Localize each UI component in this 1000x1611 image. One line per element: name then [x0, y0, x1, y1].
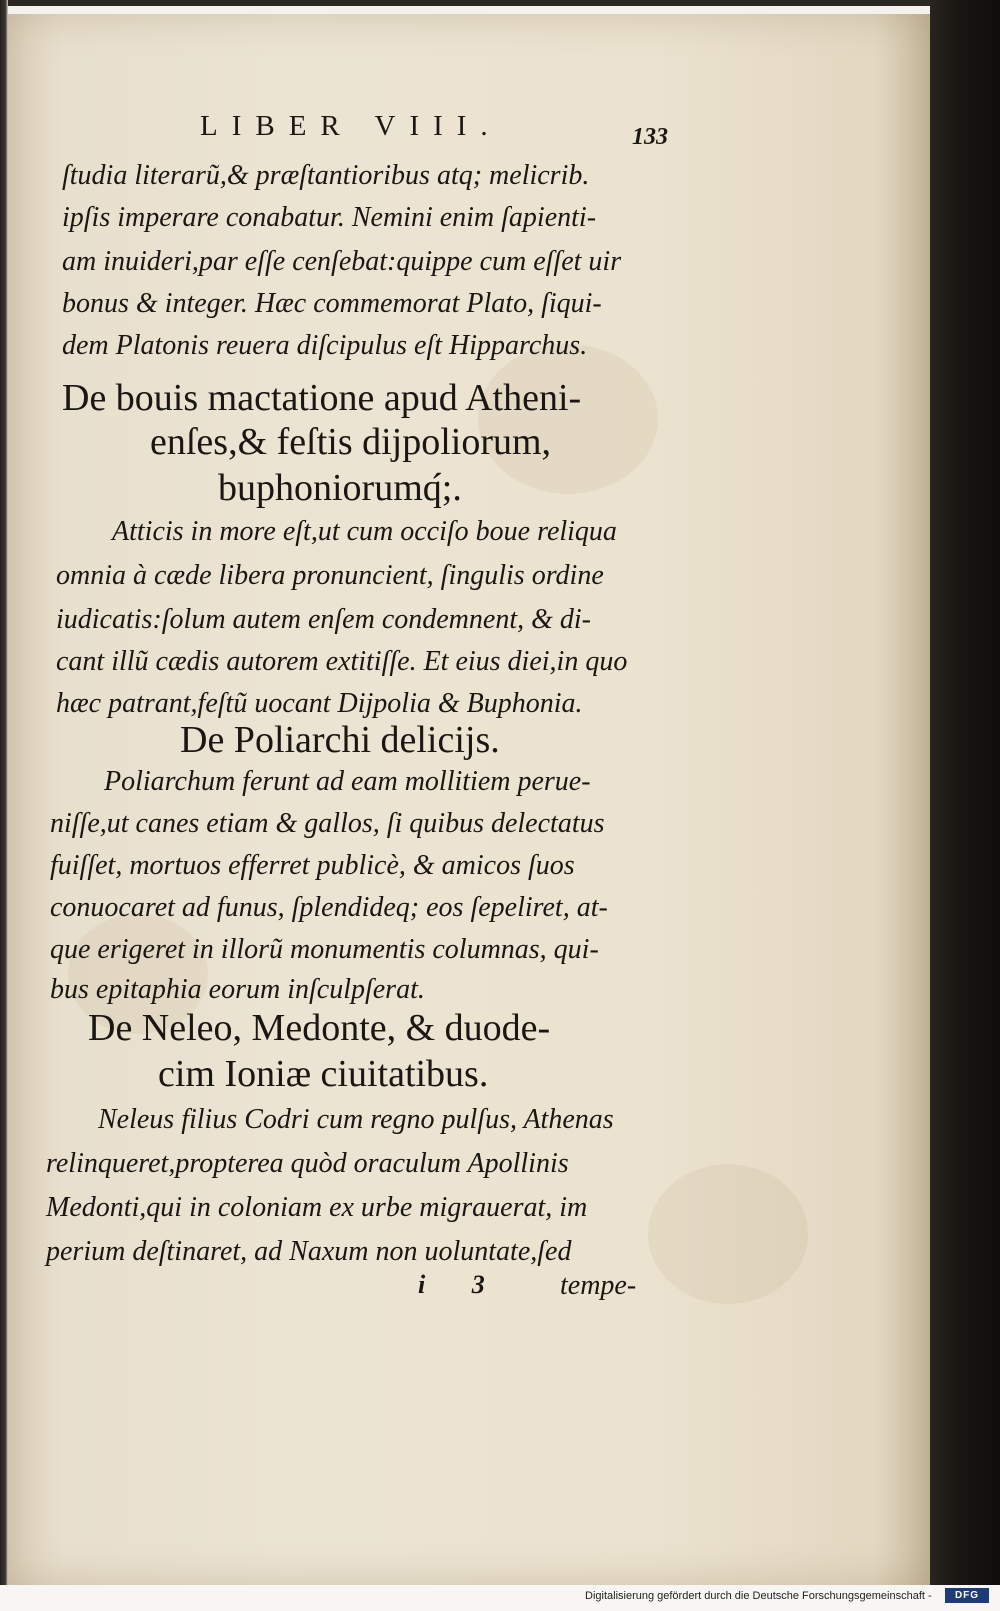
- text-line: bonus & integer. Hæc commemorat Plato, ſiqui-: [62, 288, 602, 319]
- text-line: fuiſſet, mortuos efferret publicè, & amicos ſuos: [50, 850, 575, 881]
- text-line: omnia à cæde libera pronuncient, ſingulis ordine: [56, 560, 604, 591]
- running-head: LIBER VIII.: [200, 110, 502, 142]
- text-line: perium deſtinaret, ad Naxum non uoluntate,ſed: [46, 1236, 572, 1267]
- text-line: Atticis in more eſt,ut cum occiſo boue reliqua: [112, 516, 617, 547]
- section-heading: buphoniorumq́;.: [218, 467, 462, 509]
- text-line: que erigeret in illorũ monumentis columnas, qui-: [50, 934, 599, 965]
- text-line: Poliarchum ferunt ad eam mollitiem perue-: [104, 766, 591, 797]
- section-heading: enſes,& feſtis dijpoliorum,: [150, 421, 552, 463]
- text-line: conuocaret ad funus, ſplendideq; eos ſepeliret, at-: [50, 892, 608, 923]
- text-line: ſtudia literarũ,& præſtantioribus atq; melicrib.: [62, 160, 590, 191]
- paper-stain: [648, 1164, 808, 1304]
- text-line: Medonti,qui in coloniam ex urbe migrauerat, im: [46, 1192, 588, 1223]
- dfg-logo: DFG: [945, 1588, 989, 1603]
- digitization-note: Digitalisierung gefördert durch die Deutsche Forschungsgemeinschaft -: [585, 1590, 932, 1602]
- section-heading: De Neleo, Medonte, & duode-: [88, 1007, 551, 1049]
- section-heading: De Poliarchi delicijs.: [180, 719, 500, 761]
- signature-mark: i 3: [418, 1270, 505, 1299]
- text-line: relinqueret,propterea quòd oraculum Apollinis: [46, 1148, 569, 1179]
- scan-border-top: [0, 0, 1000, 6]
- text-line: dem Platonis reuera diſcipulus eſt Hipparchus.: [62, 330, 588, 361]
- text-line: Neleus filius Codri cum regno pulſus, Athenas: [98, 1104, 614, 1135]
- text-line: hæc patrant,feſtũ uocant Dijpolia & Buphonia.: [56, 688, 583, 719]
- text-line: iudicatis:ſolum autem enſem condemnent, & di-: [56, 604, 591, 635]
- catchword: tempe-: [560, 1270, 637, 1301]
- text-line: am inuideri,par eſſe cenſebat:quippe cum eſſet uir: [62, 246, 622, 277]
- scan-border-left: [0, 0, 8, 1585]
- scan-border-right: [930, 0, 1000, 1585]
- text-line: cant illũ cædis autorem extitiſſe. Et eius diei,in quo: [56, 646, 628, 677]
- page-number: 133: [632, 124, 668, 150]
- text-line: bus epitaphia eorum inſculpſerat.: [50, 974, 425, 1005]
- text-line: ipſis imperare conabatur. Nemini enim ſapienti-: [62, 202, 597, 233]
- text-line: niſſe,ut canes etiam & gallos, ſi quibus delectatus: [50, 808, 605, 839]
- section-heading: De bouis mactatione apud Atheni-: [62, 377, 582, 419]
- section-heading: cim Ioniæ ciuitatibus.: [158, 1053, 489, 1095]
